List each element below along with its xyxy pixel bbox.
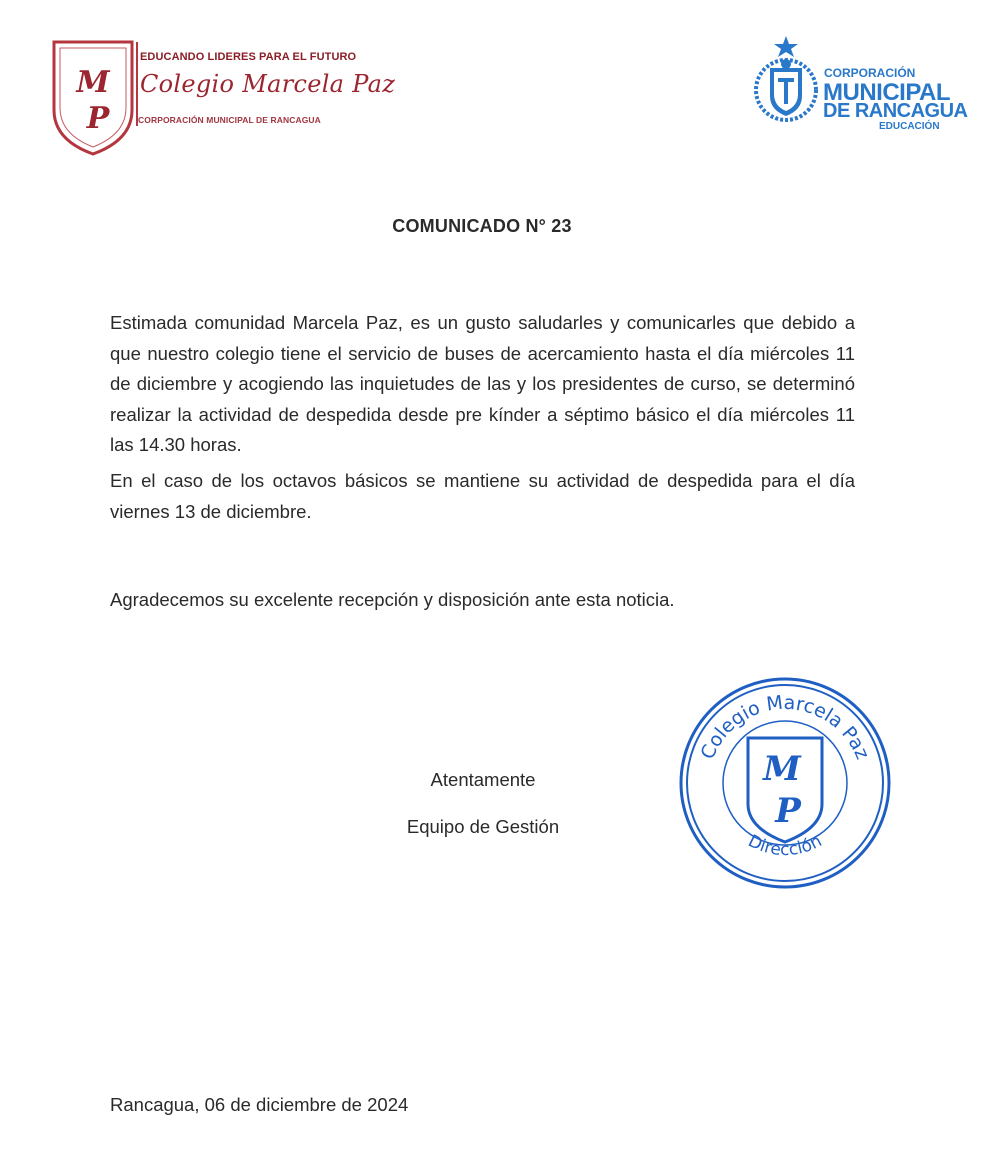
svg-text:P: P [775, 791, 801, 831]
school-logo [52, 40, 396, 160]
paragraph-1: Estimada comunidad Marcela Paz, es un gusto saludarles y comunicarles que debido a que nuestro colegio tiene el servicio de buses de acercamiento hasta el día miércoles 11 de diciembre y acogiendo las inquietudes de las y los presidentes de curso, se determinó realizar la actividad de despedida desde pre kínder a séptimo básico el día miércoles 11 las 14.30 horas. [110, 312, 855, 455]
logo-divider [136, 42, 138, 126]
stamp-top-text: Colegio Marcela Paz [696, 691, 874, 763]
svg-text:P: P [86, 101, 110, 136]
svg-text:M: M [76, 65, 110, 100]
muni-line-4: EDUCACIÓN [879, 121, 940, 132]
school-motto: EDUCANDO LIDERES PARA EL FUTURO [140, 51, 357, 63]
school-name: Colegio Marcela Paz [140, 70, 396, 98]
document-title: COMUNICADO N° 23 [392, 216, 572, 236]
paragraph-3: Agradecemos su excelente recepción y disposición ante esta noticia. [110, 589, 675, 610]
rancagua-crest-icon [752, 34, 820, 126]
closing-regards: Atentamente [430, 769, 536, 790]
muni-line-2: MUNICIPAL [823, 79, 951, 106]
paragraph-2: En el caso de los octavos básicos se mantiene su actividad de despedida para el día viernes 13 de diciembre. [110, 470, 855, 522]
direction-stamp [678, 676, 892, 890]
stamp-bottom-text: Dirección [744, 831, 826, 861]
svg-text:M: M [763, 749, 801, 789]
muni-line-3: DE RANCAGUA [823, 100, 968, 122]
muni-line-1: CORPORACIÓN [824, 66, 916, 80]
municipal-logo [752, 34, 968, 144]
date-line: Rancagua, 06 de diciembre de 2024 [110, 1094, 409, 1115]
signature-team: Equipo de Gestión [406, 816, 560, 837]
school-shield-icon [52, 40, 134, 156]
school-corporation: CORPORACIÓN MUNICIPAL DE RANCAGUA [138, 115, 321, 125]
